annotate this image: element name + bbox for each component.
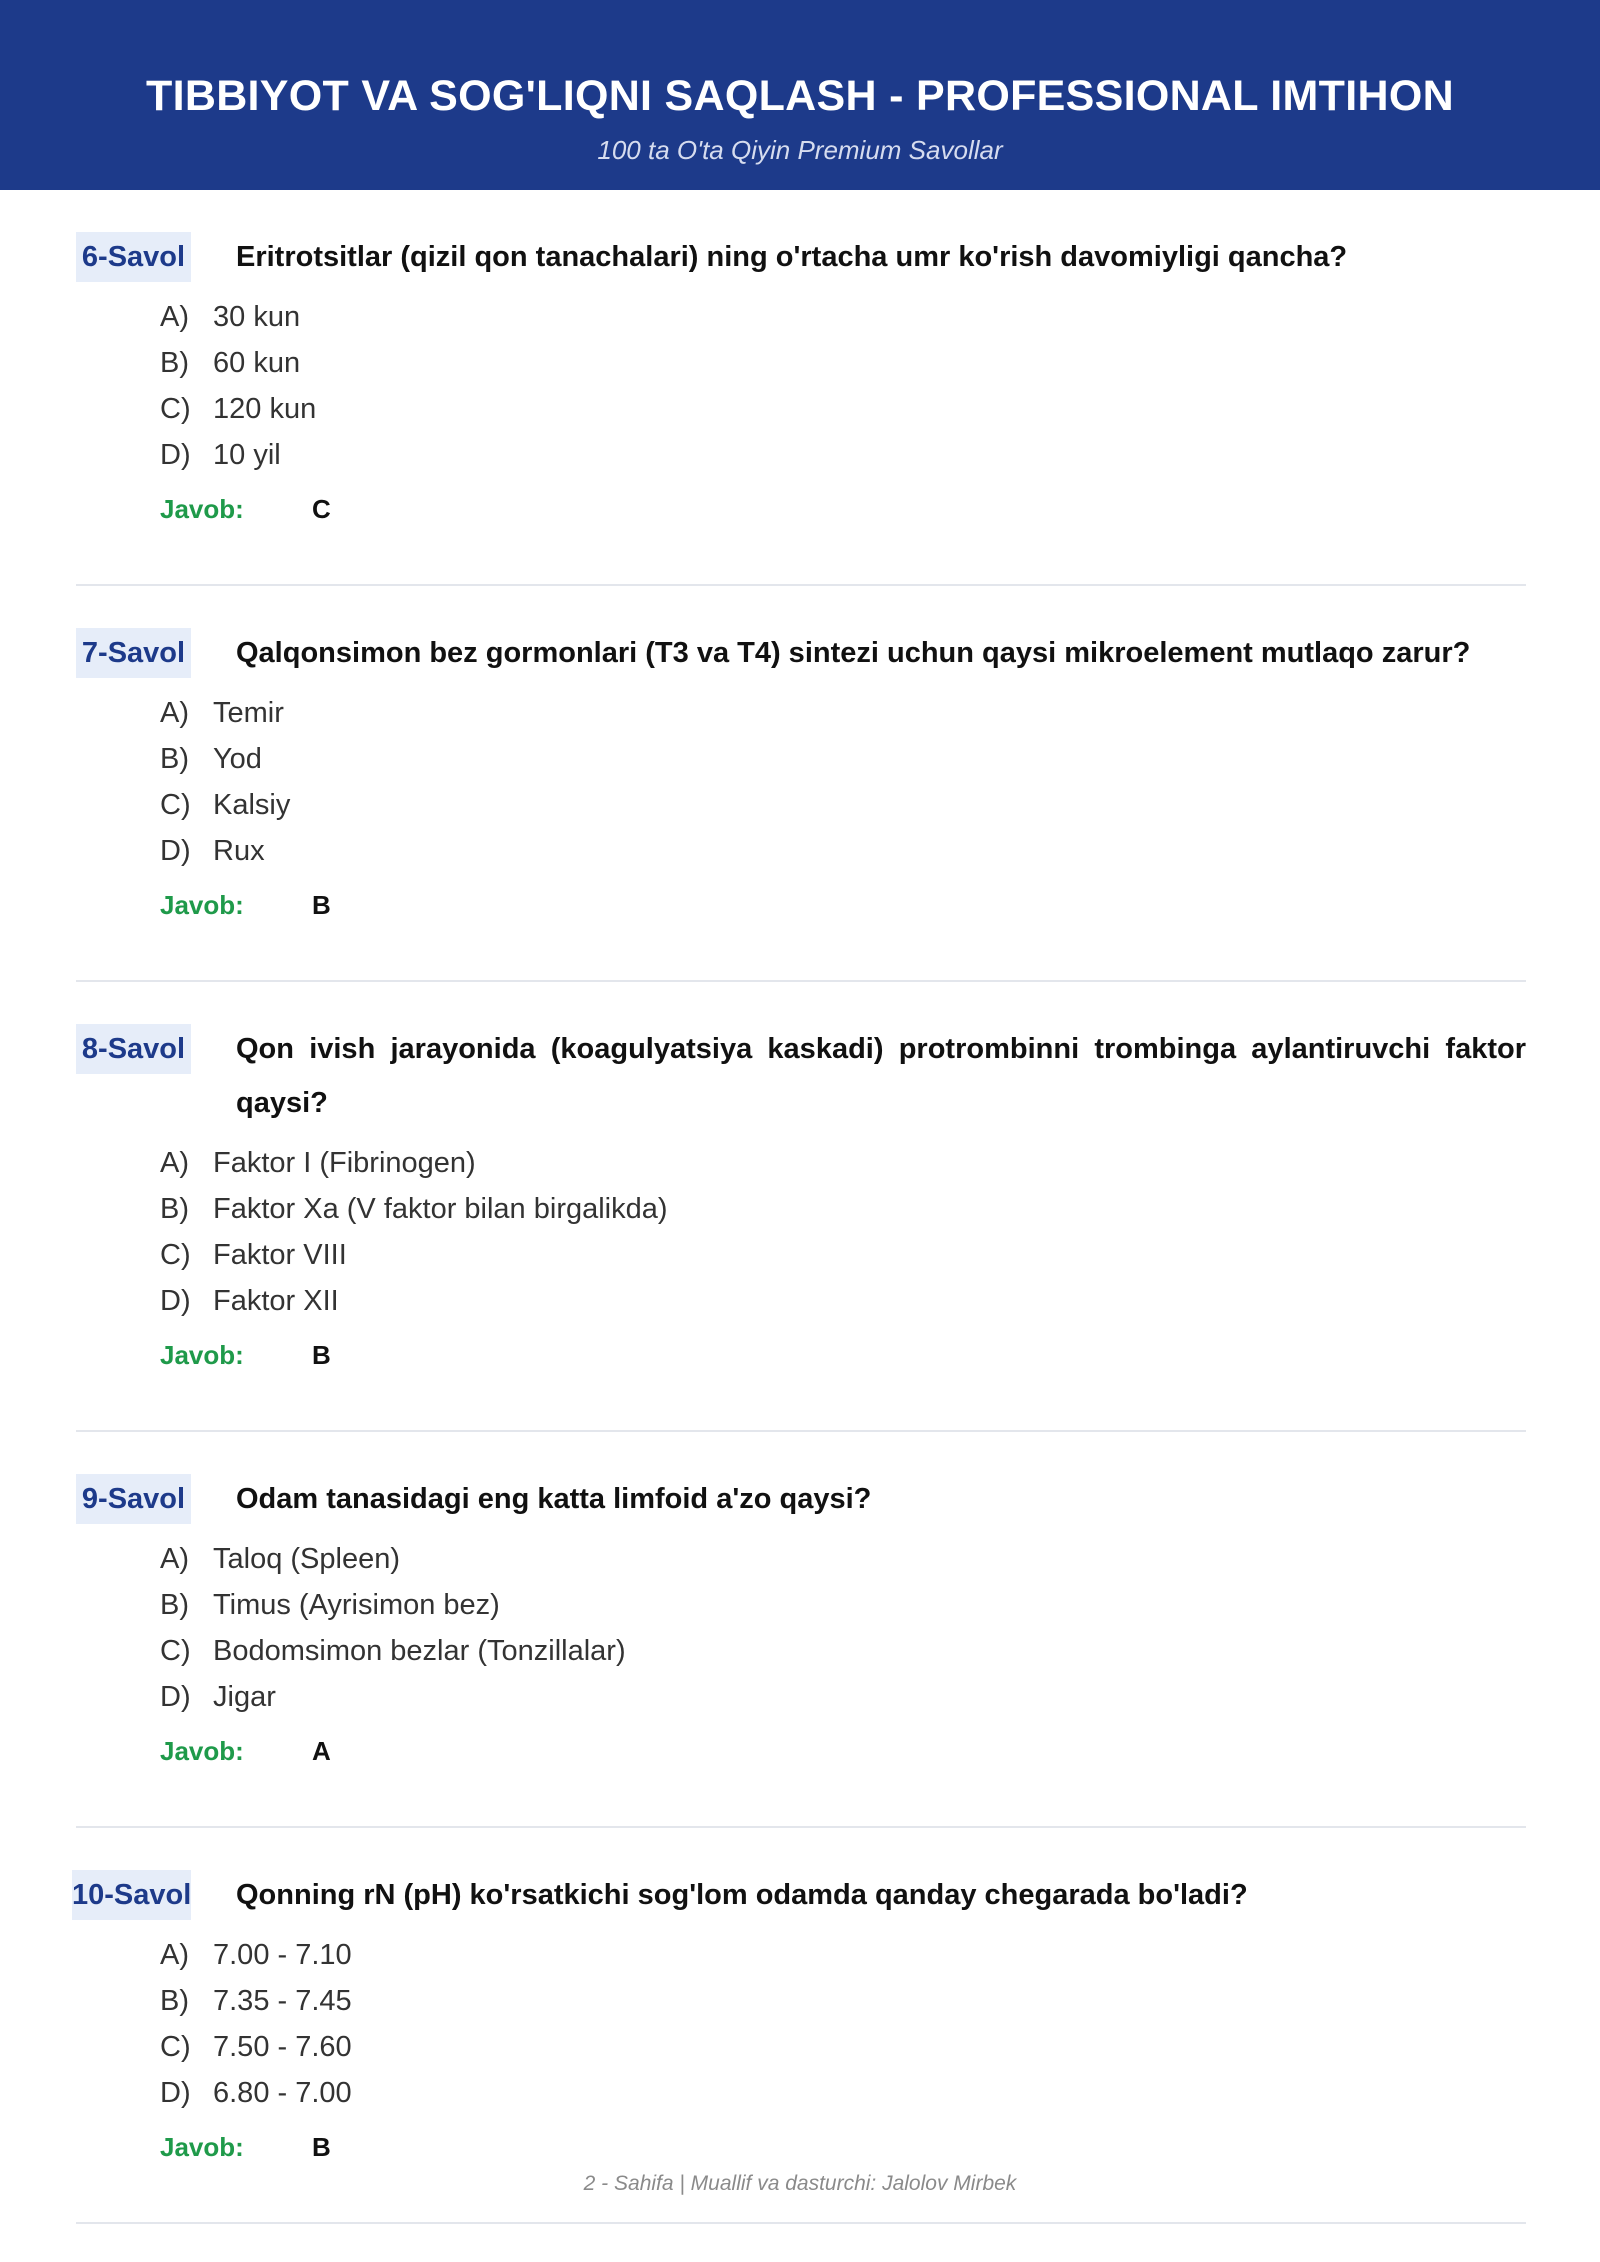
answer-value: A xyxy=(312,1736,331,1766)
answer-label: Javob: xyxy=(160,494,244,524)
option-item xyxy=(160,2070,1526,2116)
page-header xyxy=(0,0,1600,190)
question-header xyxy=(76,1432,1526,1526)
question-header xyxy=(72,1828,1526,1922)
question-item xyxy=(76,982,1526,1432)
question-item xyxy=(76,190,1526,586)
option-text: Kalsiy xyxy=(213,789,291,821)
option-letter: D) xyxy=(160,1285,191,1317)
option-item xyxy=(160,340,1526,386)
option-item xyxy=(160,1674,1526,1720)
option-item xyxy=(160,294,1526,340)
question-header xyxy=(76,190,1526,284)
option-item xyxy=(160,2024,1526,2070)
answer-value: B xyxy=(312,890,331,920)
answer-value: C xyxy=(312,494,331,524)
option-text: 7.35 - 7.45 xyxy=(213,1985,352,2017)
question-item xyxy=(76,586,1526,982)
option-text: 7.50 - 7.60 xyxy=(213,2031,352,2063)
question-list xyxy=(0,190,1600,2224)
answer-label: Javob: xyxy=(160,2132,244,2162)
option-text: Faktor VIII xyxy=(213,1239,347,1271)
option-text: Faktor I (Fibrinogen) xyxy=(213,1147,476,1179)
question-text: Qonning rN (pH) ko'rsatkichi sog'lom odamda qanday chegarada bo'ladi? xyxy=(236,1879,1248,1911)
option-letter: C) xyxy=(160,1239,191,1271)
page-subtitle: 100 ta O'ta Qiyin Premium Savollar xyxy=(597,135,1003,165)
answer-row xyxy=(160,1332,1526,1392)
option-text: 30 kun xyxy=(213,301,301,333)
option-letter: A) xyxy=(160,1543,189,1575)
option-text: Temir xyxy=(213,697,284,729)
question-number-badge: 10-Savol xyxy=(72,1870,191,1920)
option-text: Bodomsimon bezlar (Tonzillalar) xyxy=(213,1635,626,1667)
option-text: 7.00 - 7.10 xyxy=(213,1939,352,1971)
option-letter: D) xyxy=(160,2077,191,2109)
option-letter: A) xyxy=(160,1147,189,1179)
option-item xyxy=(160,736,1526,782)
option-letter: C) xyxy=(160,393,191,425)
option-item xyxy=(160,1628,1526,1674)
question-item xyxy=(72,1828,1526,2224)
option-letter: D) xyxy=(160,1681,191,1713)
option-text: 10 yil xyxy=(213,439,281,471)
option-item xyxy=(160,1536,1526,1582)
option-letter: B) xyxy=(160,743,189,775)
answer-row xyxy=(160,882,1526,942)
option-list xyxy=(160,1536,1526,1720)
option-item xyxy=(160,386,1526,432)
option-letter: B) xyxy=(160,1589,189,1621)
question-number-badge: 7-Savol xyxy=(76,628,191,678)
option-item xyxy=(160,1932,1526,1978)
answer-label: Javob: xyxy=(160,1736,244,1766)
option-text: 6.80 - 7.00 xyxy=(213,2077,352,2109)
question-header xyxy=(76,982,1526,1130)
option-text: Rux xyxy=(213,835,265,867)
option-letter: D) xyxy=(160,835,191,867)
answer-value: B xyxy=(312,2132,331,2162)
option-item xyxy=(160,1186,1526,1232)
option-item xyxy=(160,782,1526,828)
option-letter: A) xyxy=(160,301,189,333)
question-item xyxy=(76,1432,1526,1828)
option-list xyxy=(160,1140,1526,1324)
option-letter: B) xyxy=(160,347,189,379)
option-list xyxy=(160,1932,1526,2116)
question-text: Qon ivish jarayonida (koagulyatsiya kaskadi) protrombinni trombinga aylantiruvchi faktor qaysi? xyxy=(236,1033,1526,1119)
option-letter: D) xyxy=(160,439,191,471)
answer-row xyxy=(160,1728,1526,1788)
question-text: Eritrotsitlar (qizil qon tanachalari) ning o'rtacha umr ko'rish davomiyligi qancha? xyxy=(236,241,1348,273)
option-text: Jigar xyxy=(213,1681,276,1713)
option-item xyxy=(160,1140,1526,1186)
option-letter: A) xyxy=(160,697,189,729)
option-letter: B) xyxy=(160,1193,189,1225)
question-number-badge: 8-Savol xyxy=(76,1024,191,1074)
option-text: Yod xyxy=(213,743,262,775)
option-text: 60 kun xyxy=(213,347,301,379)
option-item xyxy=(160,432,1526,478)
option-item xyxy=(160,1978,1526,2024)
answer-label: Javob: xyxy=(160,1340,244,1370)
option-item xyxy=(160,828,1526,874)
page-title: TIBBIYOT VA SOG'LIQNI SAQLASH - PROFESSIONAL IMTIHON xyxy=(146,72,1454,120)
option-text: Timus (Ayrisimon bez) xyxy=(213,1589,500,1621)
option-letter: C) xyxy=(160,1635,191,1667)
option-letter: B) xyxy=(160,1985,189,2017)
question-text: Qalqonsimon bez gormonlari (T3 va T4) sintezi uchun qaysi mikroelement mutlaqo zarur? xyxy=(236,637,1471,669)
question-number-badge: 9-Savol xyxy=(76,1474,191,1524)
option-text: 120 kun xyxy=(213,393,317,425)
option-letter: A) xyxy=(160,1939,189,1971)
option-list xyxy=(160,294,1526,478)
question-header xyxy=(76,586,1526,680)
option-item xyxy=(160,1582,1526,1628)
option-text: Faktor XII xyxy=(213,1285,339,1317)
answer-value: B xyxy=(312,1340,331,1370)
page-footer: 2 - Sahifa | Muallif va dasturchi: Jalolov Mirbek xyxy=(583,2172,1017,2195)
option-list xyxy=(160,690,1526,874)
option-text: Taloq (Spleen) xyxy=(213,1543,400,1575)
option-item xyxy=(160,1232,1526,1278)
answer-row xyxy=(160,486,1526,546)
question-number-badge: 6-Savol xyxy=(76,232,191,282)
option-item xyxy=(160,690,1526,736)
option-item xyxy=(160,1278,1526,1324)
option-letter: C) xyxy=(160,2031,191,2063)
question-text: Odam tanasidagi eng katta limfoid a'zo qaysi? xyxy=(236,1483,872,1515)
option-text: Faktor Xa (V faktor bilan birgalikda) xyxy=(213,1193,668,1225)
answer-label: Javob: xyxy=(160,890,244,920)
option-letter: C) xyxy=(160,789,191,821)
